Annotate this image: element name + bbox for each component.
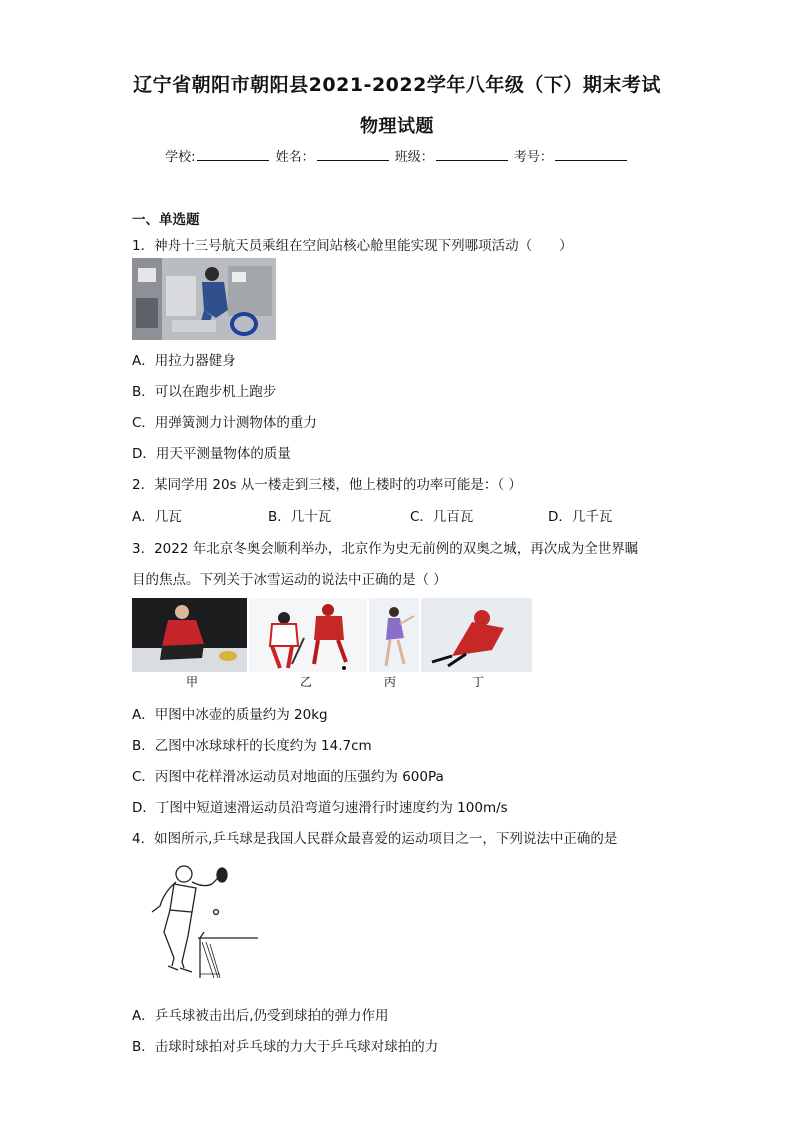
q1-option-a: A．用拉力器健身 xyxy=(132,353,236,369)
q3-stem-line2: 目的焦点。下列关于冰雪运动的说法中正确的是（ ） xyxy=(132,572,447,588)
q4-option-b: B．击球时球拍对乒乓球的力大于乒乓球对球拍的力 xyxy=(132,1039,439,1055)
name-blank[interactable] xyxy=(317,148,389,161)
q3-caption-yi: 乙 xyxy=(300,675,313,689)
q2-stem: 2．某同学用 20s 从一楼走到三楼，他上楼时的功率可能是：（ ） xyxy=(132,477,522,493)
q3-caption-jia: 甲 xyxy=(186,675,199,689)
exam-subtitle: 物理试题 xyxy=(360,116,434,137)
q2-option-d: D．几千瓦 xyxy=(548,509,613,525)
school-label: 学校: xyxy=(165,150,196,165)
exam-number-blank[interactable] xyxy=(555,148,627,161)
class-label: 班级： xyxy=(394,150,434,165)
q1-option-b: B．可以在跑步机上跑步 xyxy=(132,384,277,400)
q4-table-tennis-drawing xyxy=(134,862,262,980)
name-label: 姓名： xyxy=(275,150,315,165)
student-info-line xyxy=(0,146,794,165)
school-blank[interactable] xyxy=(197,148,269,161)
exam-title: 辽宁省朝阳市朝阳县2021-2022学年八年级（下）期末考试 xyxy=(133,74,661,96)
q2-option-b: B．几十瓦 xyxy=(268,509,332,525)
q3-caption-ding: 丁 xyxy=(472,675,485,689)
q3-option-b: B．乙图中冰球球杆的长度约为 14.7cm xyxy=(132,738,372,754)
q3-option-d: D．丁图中短道速滑运动员沿弯道匀速滑行时速度约为 100m/s xyxy=(132,800,508,816)
q3-caption-bing: 丙 xyxy=(384,675,397,689)
q2-option-a: A．几瓦 xyxy=(132,509,182,525)
q3-stem-line1: 3．2022 年北京冬奥会顺利举办，北京作为史无前例的双奥之城，再次成为全世界瞩 xyxy=(132,541,639,557)
q3-option-a: A．甲图中冰壶的质量约为 20kg xyxy=(132,707,328,723)
section-title: 一、单选题 xyxy=(132,212,200,228)
q1-space-station-photo xyxy=(132,258,276,340)
q4-stem: 4．如图所示,乒乓球是我国人民群众最喜爱的运动项目之一，下列说法中正确的是 xyxy=(132,831,618,847)
q1-option-c: C．用弹簧测力计测物体的重力 xyxy=(132,415,317,431)
q4-option-a: A．乒乓球被击出后,仍受到球拍的弹力作用 xyxy=(132,1008,389,1024)
q3-option-c: C．丙图中花样滑冰运动员对地面的压强约为 600Pa xyxy=(132,769,444,785)
q1-option-d: D．用天平测量物体的质量 xyxy=(132,446,291,462)
q3-winter-sports-photos xyxy=(132,598,532,672)
class-blank[interactable] xyxy=(436,148,508,161)
exam-number-label: 考号： xyxy=(513,150,553,165)
q1-stem: 1．神舟十三号航天员乘组在空间站核心舱里能实现下列哪项活动（ ） xyxy=(132,238,573,254)
q2-option-c: C．几百瓦 xyxy=(410,509,474,525)
